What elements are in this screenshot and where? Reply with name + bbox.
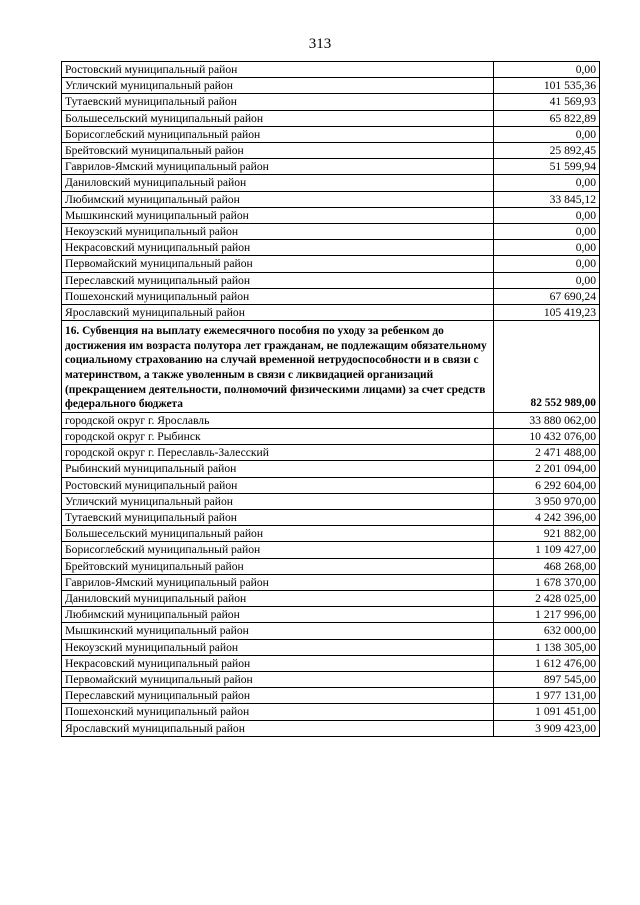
amount-value: 33 845,12 bbox=[494, 191, 600, 207]
amount-value: 1 109 427,00 bbox=[494, 542, 600, 558]
table-row bbox=[62, 240, 600, 256]
amount-value: 897 545,00 bbox=[494, 672, 600, 688]
amount-value: 6 292 604,00 bbox=[494, 477, 600, 493]
amount-value: 0,00 bbox=[494, 256, 600, 272]
amount-value: 0,00 bbox=[494, 126, 600, 142]
amount-value: 67 690,24 bbox=[494, 288, 600, 304]
table-row bbox=[62, 688, 600, 704]
table-row bbox=[62, 126, 600, 142]
table-row bbox=[62, 720, 600, 736]
district-name: Брейтовский муниципальный район bbox=[62, 143, 494, 159]
amount-value: 921 882,00 bbox=[494, 526, 600, 542]
district-name: Большесельский муниципальный район bbox=[62, 110, 494, 126]
district-name: Некоузский муниципальный район bbox=[62, 224, 494, 240]
table-row bbox=[62, 672, 600, 688]
amount-value: 25 892,45 bbox=[494, 143, 600, 159]
table-row bbox=[62, 704, 600, 720]
district-name: Гаврилов-Ямский муниципальный район bbox=[62, 159, 494, 175]
table-row bbox=[62, 412, 600, 428]
table-row bbox=[62, 305, 600, 321]
district-name: Мышкинский муниципальный район bbox=[62, 623, 494, 639]
amount-value: 1 091 451,00 bbox=[494, 704, 600, 720]
budget-table bbox=[61, 61, 600, 737]
amount-value: 1 138 305,00 bbox=[494, 639, 600, 655]
district-name: Некрасовский муниципальный район bbox=[62, 655, 494, 671]
amount-value: 1 678 370,00 bbox=[494, 574, 600, 590]
district-name: Любимский муниципальный район bbox=[62, 607, 494, 623]
district-name: городской округ г. Переславль-Залесский bbox=[62, 445, 494, 461]
amount-value: 3 909 423,00 bbox=[494, 720, 600, 736]
district-name: Даниловский муниципальный район bbox=[62, 591, 494, 607]
district-name: Борисоглебский муниципальный район bbox=[62, 126, 494, 142]
table-row bbox=[62, 623, 600, 639]
district-name: Угличский муниципальный район bbox=[62, 493, 494, 509]
amount-value: 1 217 996,00 bbox=[494, 607, 600, 623]
table-section-top bbox=[62, 62, 600, 321]
district-name: Некоузский муниципальный район bbox=[62, 639, 494, 655]
table-row bbox=[62, 143, 600, 159]
amount-value: 468 268,00 bbox=[494, 558, 600, 574]
district-name: Первомайский муниципальный район bbox=[62, 672, 494, 688]
district-name: Брейтовский муниципальный район bbox=[62, 558, 494, 574]
amount-value: 3 950 970,00 bbox=[494, 493, 600, 509]
table-row bbox=[62, 288, 600, 304]
district-name: Мышкинский муниципальный район bbox=[62, 207, 494, 223]
table-row bbox=[62, 159, 600, 175]
amount-value: 0,00 bbox=[494, 240, 600, 256]
table-row bbox=[62, 78, 600, 94]
district-name: Переславский муниципальный район bbox=[62, 272, 494, 288]
section-header-row bbox=[62, 321, 600, 413]
district-name: Переславский муниципальный район bbox=[62, 688, 494, 704]
table-row bbox=[62, 272, 600, 288]
table-row bbox=[62, 607, 600, 623]
district-name: Угличский муниципальный район bbox=[62, 78, 494, 94]
table-row bbox=[62, 574, 600, 590]
table-row bbox=[62, 639, 600, 655]
amount-value: 10 432 076,00 bbox=[494, 429, 600, 445]
amount-value: 2 201 094,00 bbox=[494, 461, 600, 477]
district-name: Ярославский муниципальный район bbox=[62, 720, 494, 736]
district-name: Некрасовский муниципальный район bbox=[62, 240, 494, 256]
table-row bbox=[62, 461, 600, 477]
amount-value: 33 880 062,00 bbox=[494, 412, 600, 428]
table-row bbox=[62, 655, 600, 671]
district-name: Тутаевский муниципальный район bbox=[62, 510, 494, 526]
table-row bbox=[62, 94, 600, 110]
table-row bbox=[62, 429, 600, 445]
table-section-bottom bbox=[62, 412, 600, 736]
table-row bbox=[62, 510, 600, 526]
district-name: Рыбинский муниципальный район bbox=[62, 461, 494, 477]
district-name: Пошехонский муниципальный район bbox=[62, 704, 494, 720]
section-total: 82 552 989,00 bbox=[494, 321, 600, 413]
table-row bbox=[62, 445, 600, 461]
amount-value: 0,00 bbox=[494, 224, 600, 240]
amount-value: 1 612 476,00 bbox=[494, 655, 600, 671]
table-row bbox=[62, 62, 600, 78]
amount-value: 0,00 bbox=[494, 62, 600, 78]
district-name: Гаврилов-Ямский муниципальный район bbox=[62, 574, 494, 590]
district-name: Борисоглебский муниципальный район bbox=[62, 542, 494, 558]
district-name: городской округ г. Ярославль bbox=[62, 412, 494, 428]
district-name: Любимский муниципальный район bbox=[62, 191, 494, 207]
table-row bbox=[62, 256, 600, 272]
table-row bbox=[62, 207, 600, 223]
amount-value: 0,00 bbox=[494, 272, 600, 288]
amount-value: 101 535,36 bbox=[494, 78, 600, 94]
amount-value: 2 471 488,00 bbox=[494, 445, 600, 461]
table-row bbox=[62, 175, 600, 191]
district-name: Ростовский муниципальный район bbox=[62, 62, 494, 78]
amount-value: 65 822,89 bbox=[494, 110, 600, 126]
table-row bbox=[62, 542, 600, 558]
table-row bbox=[62, 558, 600, 574]
amount-value: 51 599,94 bbox=[494, 159, 600, 175]
section-title: 16. Субвенция на выплату ежемесячного пособия по уходу за ребенком до достижения им возраста полутора лет гражданам, не подлежащим обязательному социальному страхованию на случай временной нетрудоспособности и в связи с материнством, а также уволенным в связи с ликвидацией организаций (прекращением деятельности, полномочий физическими лицами) за счет средств федерального бюджета bbox=[62, 321, 494, 413]
district-name: Ростовский муниципальный район bbox=[62, 477, 494, 493]
table-row bbox=[62, 191, 600, 207]
amount-value: 0,00 bbox=[494, 207, 600, 223]
district-name: Тутаевский муниципальный район bbox=[62, 94, 494, 110]
table-row bbox=[62, 591, 600, 607]
table-row bbox=[62, 224, 600, 240]
page-number: 313 bbox=[308, 36, 332, 52]
amount-value: 105 419,23 bbox=[494, 305, 600, 321]
amount-value: 0,00 bbox=[494, 175, 600, 191]
amount-value: 632 000,00 bbox=[494, 623, 600, 639]
table-row bbox=[62, 493, 600, 509]
district-name: Большесельский муниципальный район bbox=[62, 526, 494, 542]
amount-value: 41 569,93 bbox=[494, 94, 600, 110]
district-name: Даниловский муниципальный район bbox=[62, 175, 494, 191]
amount-value: 4 242 396,00 bbox=[494, 510, 600, 526]
table-row bbox=[62, 477, 600, 493]
district-name: городской округ г. Рыбинск bbox=[62, 429, 494, 445]
district-name: Пошехонский муниципальный район bbox=[62, 288, 494, 304]
amount-value: 2 428 025,00 bbox=[494, 591, 600, 607]
table-row bbox=[62, 110, 600, 126]
amount-value: 1 977 131,00 bbox=[494, 688, 600, 704]
district-name: Ярославский муниципальный район bbox=[62, 305, 494, 321]
district-name: Первомайский муниципальный район bbox=[62, 256, 494, 272]
table-row bbox=[62, 526, 600, 542]
table-section-16 bbox=[62, 321, 600, 413]
